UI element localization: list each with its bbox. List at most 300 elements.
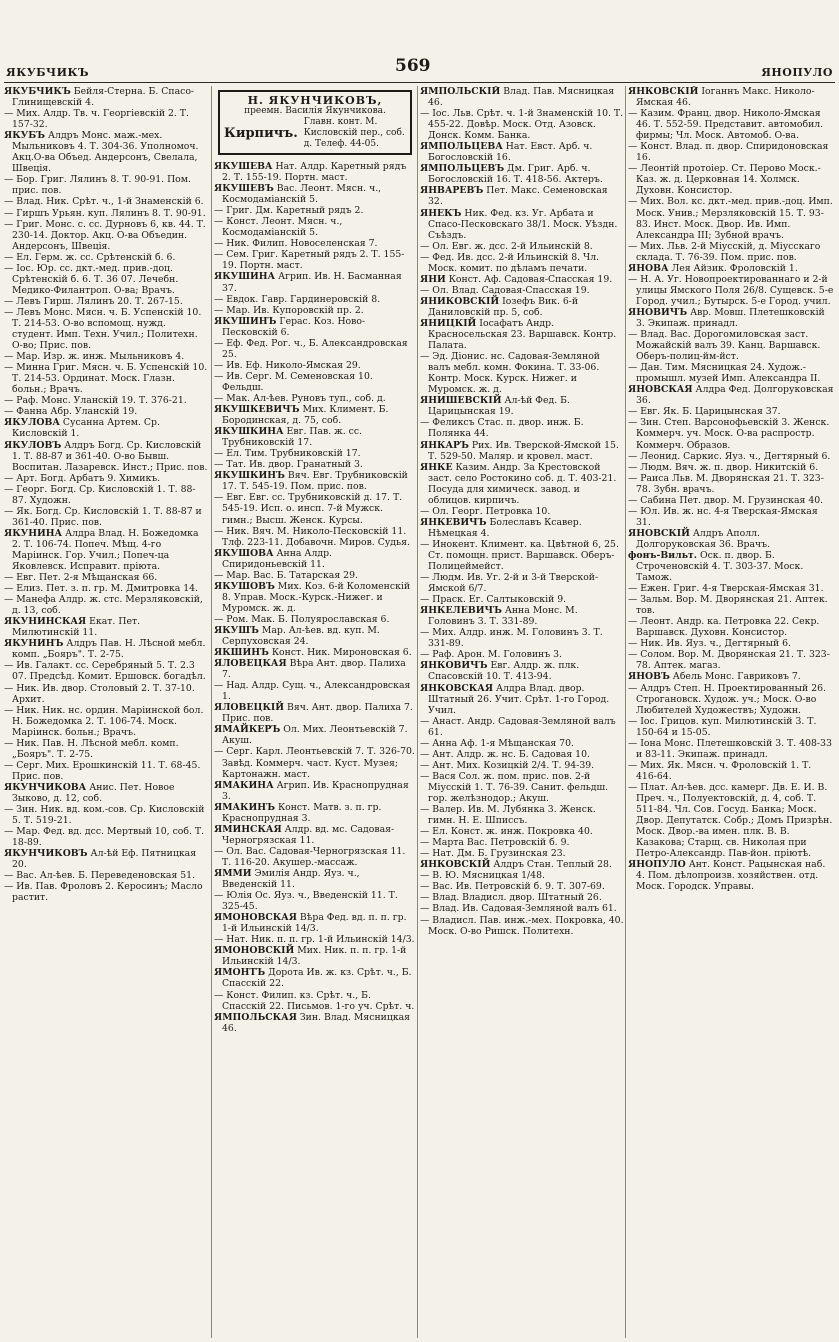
entry-text: — Анна Аф. 1-я Мѣщанская 70. (420, 737, 574, 749)
running-head-left: ЯКУБЧИКЪ (6, 66, 89, 79)
entry-text: — Минна Григ. Мясн. ч. Б. Успенскій 10. Т. 214-53. Ординат. Моск. Глазн. больн.; Врачъ. (4, 362, 208, 396)
entry-surname: ЯКУШЕВЪ (214, 183, 274, 195)
entry-text: Вас. Леонт. Мясн. ч., Космодаміанскій 5. (222, 183, 382, 206)
directory-entry (214, 448, 416, 459)
ad-subtitle: преемн. Василія Якунчикова. (244, 106, 386, 116)
entry-text: — Мар. Изр. ж. инж. Мыльниковъ 4. (4, 351, 185, 363)
directory-entry (4, 638, 209, 660)
entry-text: — Іос. Грицов. куп. Милютинскій 3. Т. 150-64 и 15-05. (628, 715, 817, 738)
directory-entry (214, 581, 416, 614)
entry-text: — Влад. Владисл. двор. Штатный 26. (420, 892, 602, 904)
directory-entry (214, 934, 416, 945)
entry-text: Іозефъ Вик. 6-й Даниловскій пр. 5, соб. (428, 295, 579, 318)
entry-surname: ЯКУШОВЪ (214, 580, 275, 592)
directory-entry (214, 912, 416, 934)
entry-text: Ал-ѣй Фед. Б. Царицынская 19. (428, 395, 570, 418)
directory-entry (628, 683, 834, 716)
entry-text: — Юл. Ив. ж. нс. 4-я Тверская-Ямская 31. (628, 505, 818, 528)
entry-text: — Людм. Вяч. ж. п. двор. Никитскій 6. (628, 461, 819, 473)
directory-entry (4, 108, 209, 130)
directory-entry (4, 174, 209, 196)
directory-entry (4, 594, 209, 616)
entry-surname: ЯМАКИНА (214, 779, 274, 791)
directory-entry (214, 614, 416, 625)
entry-text: Дорота Ив. ж. кз. Срѣт. ч., Б. Спасскій 22. (222, 967, 412, 990)
entry-surname: ЯКУЛОВА (4, 417, 60, 429)
directory-entry (214, 459, 416, 470)
entry-text: — Бор. Григ. Лялинъ 8. Т. 90-91. Пом. прис. пов. (4, 174, 191, 197)
entry-text: — Зин. Ник. вд. ком.-сов. Ср. Кисловскій 5. Т. 519-21. (4, 804, 205, 827)
entry-text: — Зин. Степ. Варсонофьевскій 3. Женск. Коммерч. уч. Моск. О-ва распростр. Коммерч. Образов. (628, 417, 830, 451)
entry-text: — Н. А. Уг. Новопроектированнаго и 2-й улицы Ямского Поля 26/8. Сущевск. 5-е Город. учил.; Бутырск. 5-е Город. учил. (628, 273, 834, 307)
directory-entry (4, 572, 209, 583)
entry-surname: ЯНВАРЕВЪ (420, 185, 484, 197)
entry-text: — Григ. Монс. с. сс. Дурновъ 6, кв. 44. Т. 230-14. Доктор. Акц. О-ва Объедин. Андерсонъ, Швеція. (4, 218, 206, 252)
entry-text: — Іос. Юр. сс. дкт.-мед. прив.-доц. Срѣтенскій б. 6. Т. 36 07. Лечебн. Медико-Филантроп. О-ва; Врачъ. (4, 262, 179, 296)
entry-surname: ЯЛОВЕЦКІЙ (214, 702, 285, 714)
directory-entry (214, 846, 416, 868)
entry-surname: ЯНОВЪ (628, 671, 670, 683)
entry-surname: ЯНИ (420, 273, 446, 285)
entry-surname: ЯКУШКИНЪ (214, 470, 285, 482)
entry-text: — Конст. Филип. кз. Срѣт. ч., Б. Спасскій 22. Письмов. 1-го уч. Срѣт. ч. (214, 989, 415, 1012)
directory-entry (420, 594, 624, 605)
directory-entry (4, 760, 209, 782)
entry-surname: ЯКУНИНСКАЯ (4, 616, 87, 628)
directory-entry (628, 108, 834, 141)
directory-entry (420, 859, 624, 870)
entry-surname: ЯКУБЪ (4, 130, 46, 142)
directory-entry (628, 196, 834, 240)
entry-text: Екат. Пет. Милютинскій 11. (12, 616, 141, 639)
directory-entry (214, 271, 416, 293)
directory-entry (420, 892, 624, 903)
directory-entry (420, 660, 624, 682)
entry-surname: ЯКУШКИНА (214, 426, 284, 438)
entry-text: — Левъ Гирш. Лялинъ 20. Т. 267-15. (4, 295, 183, 307)
entry-text: — Марта Вас. Петровскій б. 9. (420, 837, 570, 849)
entry-text: — Владисл. Пав. инж.-мех. Покровка, 40. Моск. О-во Ришск. Политехн. (420, 914, 624, 937)
directory-entry (420, 627, 624, 649)
entry-text: — Мар. Вас. Б. Татарская 29. (214, 569, 358, 581)
entry-text: Лея Айзик. Фроловскій 1. (668, 262, 798, 274)
entry-text: — Гиршъ Урьян. куп. Лялинъ 8. Т. 90-91. (4, 207, 206, 219)
entry-text: — Мак. Ал-ѣев. Руновъ туп., соб. д. (214, 392, 386, 404)
entry-surname: ЯКУНИНЪ (4, 638, 64, 650)
entry-text: — Юлія Ос. Яуз. ч., Введенскій 11. Т. 325-45. (214, 890, 398, 913)
directory-entry (420, 417, 624, 439)
entry-text: — Мих. Алдр. Тв. ч. Георгіевскій 2. Т. 157-32. (4, 108, 189, 131)
directory-entry (4, 219, 209, 252)
entry-text: Вяч. Евг. Трубниковскій 17. Т. 545-19. Пом. прис. пов. (222, 470, 408, 493)
directory-entry (420, 760, 624, 771)
directory-entry (420, 649, 624, 660)
entry-text: Конст. Ник. Мироновская 6. (268, 647, 412, 659)
entry-text: — Евг. Евг. сс. Трубниковскій д. 17. Т. 545-19. Исп. о. инсп. 7-й Мужск. гимн.; Высш. Женск. Курсы. (214, 492, 403, 526)
directory-entry (4, 473, 209, 484)
directory-entry (420, 252, 624, 274)
directory-entry (214, 990, 416, 1012)
header-rule (4, 82, 835, 83)
entry-text: — Арт. Богд. Арбатъ 9. Химикъ. (4, 472, 161, 484)
directory-entry (214, 746, 416, 779)
entry-text: — Ел. Конст. ж. инж. Покровка 40. (420, 826, 593, 838)
entry-text: — Ив. Серг. М. Семеновская 10. Фельдш. (214, 370, 373, 393)
directory-entry (214, 404, 416, 426)
entry-text: Агрип. Ив. Н. Басманная 37. (222, 271, 402, 294)
entry-text: — Мих. Льв. 2-й Міусскій, д. Міусскаго склада. Т. 76-39. Пом. прис. пов. (628, 240, 821, 263)
directory-entry (628, 760, 834, 782)
entry-surname: ЯКУШИНЪ (214, 315, 277, 327)
entry-text: — Ежен. Григ. 4-я Тверская-Ямская 31. (628, 583, 824, 595)
directory-entry (214, 393, 416, 404)
directory-entry (420, 870, 624, 881)
entry-surname: ЯКУШЪ (214, 624, 259, 636)
entry-text: Бейля-Стерна. Б. Спасо-Глинищевскій 4. (12, 86, 195, 109)
entry-text: — Мар. Фед. вд. дсс. Мертвый 10, соб. Т. 18-89. (4, 826, 205, 849)
directory-entry (4, 738, 209, 760)
entry-text: Мих. Коз. 6-й Коломенскій 8. Управ. Моск.-Курск.-Нижег. и Муромск. ж. д. (222, 580, 411, 614)
entry-text: Конст. Матв. з. п. гр. Краснопрудная 3. (222, 801, 382, 824)
entry-text: Евг. Алдр. ж. плк. Спасовскій 10. Т. 413-94. (428, 660, 580, 683)
directory-entry (214, 824, 416, 846)
directory-entry (4, 484, 209, 506)
directory-entry (214, 294, 416, 305)
directory-entry (420, 395, 624, 417)
directory-entry (214, 680, 416, 702)
entry-text: Алдръ Богд. Ср. Кисловскій 1. Т. 88-87 и 361-40. О-во Бывш. Воспитан. Лазаревск. Инст.; Прис. пов. (12, 439, 208, 473)
entry-text: Ал-ѣй Еф. Пятницкая 20. (12, 848, 197, 871)
directory-entry (628, 163, 834, 196)
entry-text: — Анаст. Андр. Садовая-Земляной валъ 61. (420, 715, 616, 738)
entry-text: — Вася Сол. ж. пом. прис. пов. 2-й Міусскій 1. Т. 76-39. Санит. фельдш. гор. желѣзнодор.; Акуш. (420, 770, 609, 804)
entry-text: Абель Монс. Гавриковъ 7. (669, 671, 801, 683)
entry-text: — Ол. Евг. ж. дсс. 2-й Ильинскій 8. (420, 240, 593, 252)
entry-text: — Ник. Филип. Новоселенская 7. (214, 238, 378, 250)
entry-text: — Конст. Леонт. Мясн. ч., Космодаміанскій 5. (214, 216, 343, 239)
directory-entry (214, 724, 416, 746)
entry-surname: ЯНОВА (628, 262, 669, 274)
entry-text: Болеславъ Ксавер. Нѣмецкая 4. (428, 516, 582, 539)
entry-text: — Як. Богд. Ср. Кисловскій 1. Т. 88-87 и 361-40. Прис. пов. (4, 505, 202, 528)
entry-surname: ЯКУШИНА (214, 271, 276, 283)
advertisement-box (218, 90, 412, 155)
entry-surname: ЯЛОВЕЦКАЯ (214, 658, 287, 670)
directory-entry (420, 185, 624, 207)
directory-entry (214, 371, 416, 393)
entry-surname: ЯКУШЕВА (214, 161, 273, 172)
entry-text: — Сабина Пет. двор. М. Грузинская 40. (628, 494, 824, 506)
entry-text: — Вас. Ал-ѣев. Б. Переведеновская 51. (4, 870, 196, 882)
directory-entry (214, 205, 416, 216)
directory-entry (628, 241, 834, 263)
entry-text: Алдра Фед. Долгоруковская 36. (636, 384, 834, 407)
column-divider (211, 86, 212, 1338)
entry-text: Іоганнъ Макс. Николо-Ямская 46. (636, 86, 815, 109)
directory-entry (214, 890, 416, 912)
entry-text: — В. Ю. Мясницкая 1/48. (420, 870, 545, 882)
entry-text: Ол. Мих. Леонтьевскій 7. Акуш. (222, 724, 408, 747)
entry-text: Рих. Ив. Тверской-Ямской 15. Т. 529-50. Маляр. и кровел. маст. (428, 439, 619, 462)
directory-entry (214, 316, 416, 338)
entry-text: — Евдок. Гавр. Гардинеровскій 8. (214, 293, 381, 305)
entry-text: — Нат. Дм. Б. Грузинская 23. (420, 848, 566, 860)
directory-entry (420, 506, 624, 517)
entry-surname: ЯНИКОВСКІЙ (420, 295, 500, 307)
entry-text: Анна Алдр. Спиридоньевскій 11. (222, 547, 332, 570)
entry-text: — Нат. Ник. п. п. гр. 1-й Ильинскій 14/3. (214, 934, 415, 946)
entry-text: — Дан. Тим. Мясницкая 24. Худож.-промышл. музей Имп. Александра II. (628, 362, 821, 385)
entry-text: — Тат. Ив. двор. Гранатный 3. (214, 459, 363, 471)
entry-surname: фонъ-Вильт. (628, 549, 697, 561)
directory-entry (4, 296, 209, 307)
entry-text: — Инокент. Климент. ка. Цвѣтной 6, 25. Ст. помощн. прист. Варшавск. Оберъ-Полицеймейст. (420, 538, 619, 573)
entry-text: — Людм. Ив. Уг. 2-й и 3-й Тверской-Ямской 6/7. (420, 572, 599, 595)
entry-text: — Праск. Ег. Салтыковскій 9. (420, 594, 567, 606)
directory-entry (420, 296, 624, 318)
entry-text: — Григ. Дм. Каретный рядъ 2. (214, 205, 364, 217)
directory-entry (628, 671, 834, 682)
ad-title: Н. ЯКУНЧИКОВЪ, (247, 94, 383, 107)
column-2 (214, 86, 416, 1338)
directory-entry (4, 351, 209, 362)
directory-entry (214, 470, 416, 492)
directory-entry (420, 749, 624, 760)
entry-text: Нат. Алдр. Каретный рядъ 2. Т. 155-19. Портн. маст. (222, 161, 407, 184)
entry-surname: ЯНКОВИЧЪ (420, 660, 488, 672)
entry-text: — Ник. Ив. Яуз. ч., Дегтярный 6. (628, 638, 792, 650)
entry-surname: ЯНКОВСКАЯ (420, 682, 494, 694)
entry-text: — Левъ Монс. Мясн. ч. Б. Успенскій 10. Т. 214-53. О-во вспомощ. нужд. студент. Имп. Техн. Учил.; Политехн. О-во; Прис. пов. (4, 306, 202, 352)
entry-text: — Ол. Вас. Садовая-Черногрязская 11. Т. 116-20. Акушер.-массаж. (214, 845, 406, 868)
entry-text: — Ант. Мих. Козицкій 2/4. Т. 94-39. (420, 759, 595, 771)
directory-entry (214, 183, 416, 205)
column-1 (4, 86, 209, 1338)
directory-entry (420, 539, 624, 572)
entry-text: — Солом. Вор. М. Дворянская 21. Т. 323-78. Аптек. магаз. (628, 649, 830, 672)
entry-text: — Ник. Пав. Н. Лѣсной мебл. комп. „Бояръ". Т. 2-75. (4, 737, 179, 760)
entry-text: Ант. Конст. Рацынская наб. 4. Пом. дѣлопроизв. хозяйствен. отд. Моск. Городск. Управы. (636, 859, 826, 893)
entry-text: — Раф. Арон. М. Головинъ 3. (420, 649, 562, 661)
directory-entry (214, 426, 416, 448)
entry-text: — Серг. Карл. Леонтьевскій 7. Т. 326-70. Завѣд. Коммерч. част. Куст. Музея; Картонажн. маст. (214, 746, 415, 780)
entry-text: — Серг. Мих. Ерошкинскій 11. Т. 68-45. Прис. пов. (4, 759, 201, 782)
entry-surname: ЯКУНИНА (4, 527, 63, 539)
entry-text: Агрип. Ив. Краснопрудная 3. (222, 779, 409, 802)
entry-text: — Леонтій протоіер. Ст. Перово Моск.-Каз. ж. д. Церковная 14. Холмск. Духовн. Консистор. (628, 163, 821, 197)
directory-entry (628, 506, 834, 528)
entry-text: — Ел. Тим. Трубниковскій 17. (214, 448, 361, 460)
entry-text: Оск. п. двор. Б. Строченовскій 4. Т. 303-37. Моск. Тамож. (636, 549, 804, 584)
directory-entry (420, 86, 624, 108)
entry-text: Анис. Пет. Новое Зыково, д. 12, соб. (12, 781, 175, 804)
directory-entry (214, 360, 416, 371)
entry-surname: ЯКУШОВА (214, 547, 274, 559)
directory-entry (420, 141, 624, 163)
entry-text: — Конст. Влад. п. двор. Спиридоновская 16. (628, 141, 829, 164)
entry-text: Мих. Ник. п. п. гр. 1-й Ильинскій 14/3. (222, 945, 407, 968)
directory-entry (628, 594, 834, 616)
entry-text: Вѣра Фед. вд. п. п. гр. 1-й Ильинскій 14/3. (222, 912, 407, 935)
entry-text: Алдръ Монс. маж.-мех. Мыльниковъ 4. Т. 304-36. Уполномоч. Акц.О-ва Объед. Андерсонъ, Свелала, Швеція. (12, 130, 199, 175)
entry-text: — Мих. Вол. кс. дкт.-мед. прив.-доц. Имп. Моск. Унив.; Мерзляковскій 15. Т. 93-83. Инст. Моск. Двор. Ив. Имп. Александра III; Зубной врачъ. (628, 196, 833, 241)
directory-entry (214, 570, 416, 581)
directory-entry (420, 903, 624, 914)
entry-surname: ЯМПОЛЬЦЕВА (420, 141, 503, 153)
page-number: 569 (395, 56, 431, 76)
entry-text: Евг. Пав. ж. сс. Трубниковскій 17. (222, 426, 362, 449)
directory-entry (420, 208, 624, 241)
directory-entry (4, 130, 209, 174)
column-divider (625, 86, 626, 1338)
entry-text: — Казим. Франц. двор. Николо-Ямская 46. Т. 552-59. Представит. автомобил. фирмы; Чл. Моск. Автомоб. О-ва. (628, 108, 824, 142)
directory-entry (420, 572, 624, 594)
entry-text: — Леонт. Андр. ка. Петровка 22. Секр. Варшавск. Духовн. Консистор. (628, 616, 820, 639)
directory-entry (214, 305, 416, 316)
entry-text: — Ив. Галакт. сс. Серебряный 5. Т. 2.3 07. Предсѣд. Комит. Ершовск. богадѣл. (4, 660, 206, 683)
entry-text: — Іос. Льв. Срѣт. ч. 1-й Знаменскій 10. Т. 455-22. Довѣр. Моск. Отд. Азовск. Донск. Комм. Банка. (420, 108, 624, 142)
directory-entry (420, 440, 624, 462)
directory-entry (628, 638, 834, 649)
entry-surname: ЯМПОЛЬЦЕВЪ (420, 163, 505, 175)
directory-entry (4, 870, 209, 881)
directory-entry (214, 161, 416, 183)
entry-text: Дм. Григ. Арб. ч. Богословскій 16. Т. 418-56. Актеръ. (428, 163, 603, 186)
column-divider (417, 86, 418, 1338)
directory-entry (628, 649, 834, 671)
entry-text: — Валер. Ив. М. Лубянка 3. Женск. гимн. Н. Е. Шписсъ. (420, 804, 596, 827)
directory-entry (214, 526, 416, 548)
running-head-right: ЯНОПУЛО (761, 66, 833, 79)
entry-text: — Фед. Ив. дсс. 2-й Ильинскій 8. Чл. Моск. комит. по дѣламъ печати. (420, 251, 600, 274)
directory-entry (4, 826, 209, 848)
directory-entry (420, 683, 624, 716)
entry-surname: ЯКШИНЪ (214, 647, 269, 659)
entry-text: Анна Монс. М. Головинъ 3. Т. 331-89. (428, 605, 578, 628)
entry-text: — Мих. Алдр. инж. М. Головинъ 3. Т. 331-89. (420, 627, 603, 650)
entry-surname: ЯНКАРЪ (420, 439, 469, 451)
entry-surname: ЯМАКИНЪ (214, 801, 275, 813)
entry-text: — Алдръ Степ. Н. Проектированный 26. Строгановск. Худож. уч.; Моск. О-во Любителей Художествъ; Художн. (628, 682, 826, 716)
entry-text: — Евг. Пет. 2-я Мѣщанская 66. (4, 572, 158, 584)
entry-text: — Ант. Алдр. ж. нс. Б. Садовая 10. (420, 748, 590, 760)
directory-entry (214, 780, 416, 802)
directory-entry (628, 782, 834, 859)
entry-text: — Ром. Мак. Б. Полуярославская 6. (214, 613, 390, 625)
directory-entry (4, 440, 209, 473)
entry-text: Зин. Влад. Мясницкая 46. (222, 1011, 411, 1034)
directory-entry (4, 683, 209, 705)
directory-entry (214, 647, 416, 658)
entry-text: — Вас. Ив. Петровскій б. 9. Т. 307-69. (420, 881, 605, 893)
directory-entry (420, 848, 624, 859)
entry-text: Влад. Пав. Мясницкая 46. (428, 86, 615, 109)
entry-text: Мих. Климент. Б. Бородинская, д. 75, соб. (222, 404, 389, 427)
directory-entry (420, 881, 624, 892)
entry-text: Нат. Евст. Арб. ч. Богословскій 16. (428, 141, 593, 164)
directory-entry (4, 660, 209, 682)
directory-entry (4, 616, 209, 638)
ad-product: Кирпичъ. (224, 126, 298, 141)
directory-entry (214, 338, 416, 360)
directory-entry (4, 705, 209, 738)
directory-entry (420, 738, 624, 749)
entry-text: Алдръ Пав. Н. Лѣсной мебл. комп. „Бояръ". Т. 2-75. (12, 638, 206, 661)
directory-entry (4, 848, 209, 870)
column-4 (628, 86, 834, 1338)
entry-text: — Над. Алдр. Сущ. ч., Александровская 1. (214, 680, 411, 703)
directory-entry (4, 881, 209, 903)
entry-surname: ЯМИНСКАЯ (214, 823, 282, 835)
directory-entry (420, 318, 624, 351)
directory-entry (4, 395, 209, 406)
directory-entry (420, 605, 624, 627)
entry-text: Іосафатъ Андр. Красносельская 23. Варшавск. Контр. Палата. (428, 317, 617, 352)
entry-text: — Влад. Ник. Срѣт. ч., 1-й Знаменскій 6. (4, 196, 204, 208)
entry-text: Конст. Аф. Садовая-Спасская 19. (445, 273, 613, 285)
directory-entry (214, 658, 416, 680)
directory-entry (628, 406, 834, 417)
directory-entry (628, 86, 834, 108)
column-3 (420, 86, 624, 1338)
entry-text: — Еф. Фед. Рог. ч., Б. Александровская 25. (214, 337, 408, 360)
directory-entry (4, 263, 209, 296)
entry-text: — Сем. Григ. Каретный рядъ 2. Т. 155-19. Портн. маст. (214, 249, 405, 272)
entry-surname: ЯНОВСКІЙ (628, 527, 690, 539)
entry-surname: ЯНИШЕВСКІЙ (420, 395, 502, 407)
directory-entry (628, 462, 834, 473)
entry-text: Пет. Макс. Семеновская 32. (428, 185, 608, 208)
directory-entry (628, 616, 834, 638)
directory-entry (420, 826, 624, 837)
directory-entry (214, 945, 416, 967)
entry-text: — Леонид. Саркис. Яуз. ч., Дегтярный 6. (628, 450, 831, 462)
directory-entry (4, 583, 209, 594)
directory-entry (214, 1012, 416, 1034)
directory-entry (214, 249, 416, 271)
directory-entry (4, 528, 209, 572)
directory-entry (420, 241, 624, 252)
entry-text: — Манефа Алдр. ж. стс. Мерзляковскій, д. 13, соб. (4, 594, 203, 617)
entry-text: Герас. Коз. Ново-Песковскій 6. (222, 315, 366, 338)
directory-entry (628, 141, 834, 163)
directory-entry (628, 495, 834, 506)
directory-entry (214, 548, 416, 570)
directory-entry (4, 208, 209, 219)
entry-text: — Ник. Ник. нс. ордин. Маріинской бол. Н. Божедомка 2. Т. 106-74. Моск. Маріинск. больн.; Врачъ. (4, 704, 204, 738)
entry-text: — Влад. Вас. Дорогомиловская заст. Можайскій валъ 39. Канц. Варшавск. Оберъ-полиц-йм-йст. (628, 329, 821, 363)
entry-text: — Раиса Льв. М. Дворянская 21. Т. 323-78. Зубн. врачъ. (628, 472, 824, 495)
entry-surname: ЯНЕКЪ (420, 207, 462, 219)
entry-surname: ЯМАЙКЕРЪ (214, 724, 281, 736)
entry-text: — Эд. Діонис. нс. Садовая-Земляной валъ мебл. комн. Фокина. Т. 33-06. Контр. Моск. Курск. Нижег. и Муромск. ж. д. (420, 351, 601, 396)
directory-entry (4, 417, 209, 439)
entry-surname: ЯКУНЧИКОВА (4, 781, 87, 793)
directory-entry (420, 108, 624, 141)
entry-text: — Ол. Георг. Петровка 10. (420, 505, 551, 517)
directory-entry (420, 716, 624, 738)
entry-text: Вяч. Ант. двор. Палиха 7. Прис. пов. (222, 702, 413, 725)
entry-text: — Зальм. Вор. М. Дворянская 21. Аптек. тов. (628, 594, 828, 617)
directory-entry (628, 263, 834, 274)
directory-entry (214, 868, 416, 890)
directory-entry (628, 528, 834, 550)
entry-surname: ЯМОНОВСКІЙ (214, 945, 295, 957)
entry-surname: ЯМОНОВСКАЯ (214, 912, 297, 924)
directory-entry (420, 804, 624, 826)
directory-entry (628, 859, 834, 892)
ad-body (224, 117, 406, 150)
